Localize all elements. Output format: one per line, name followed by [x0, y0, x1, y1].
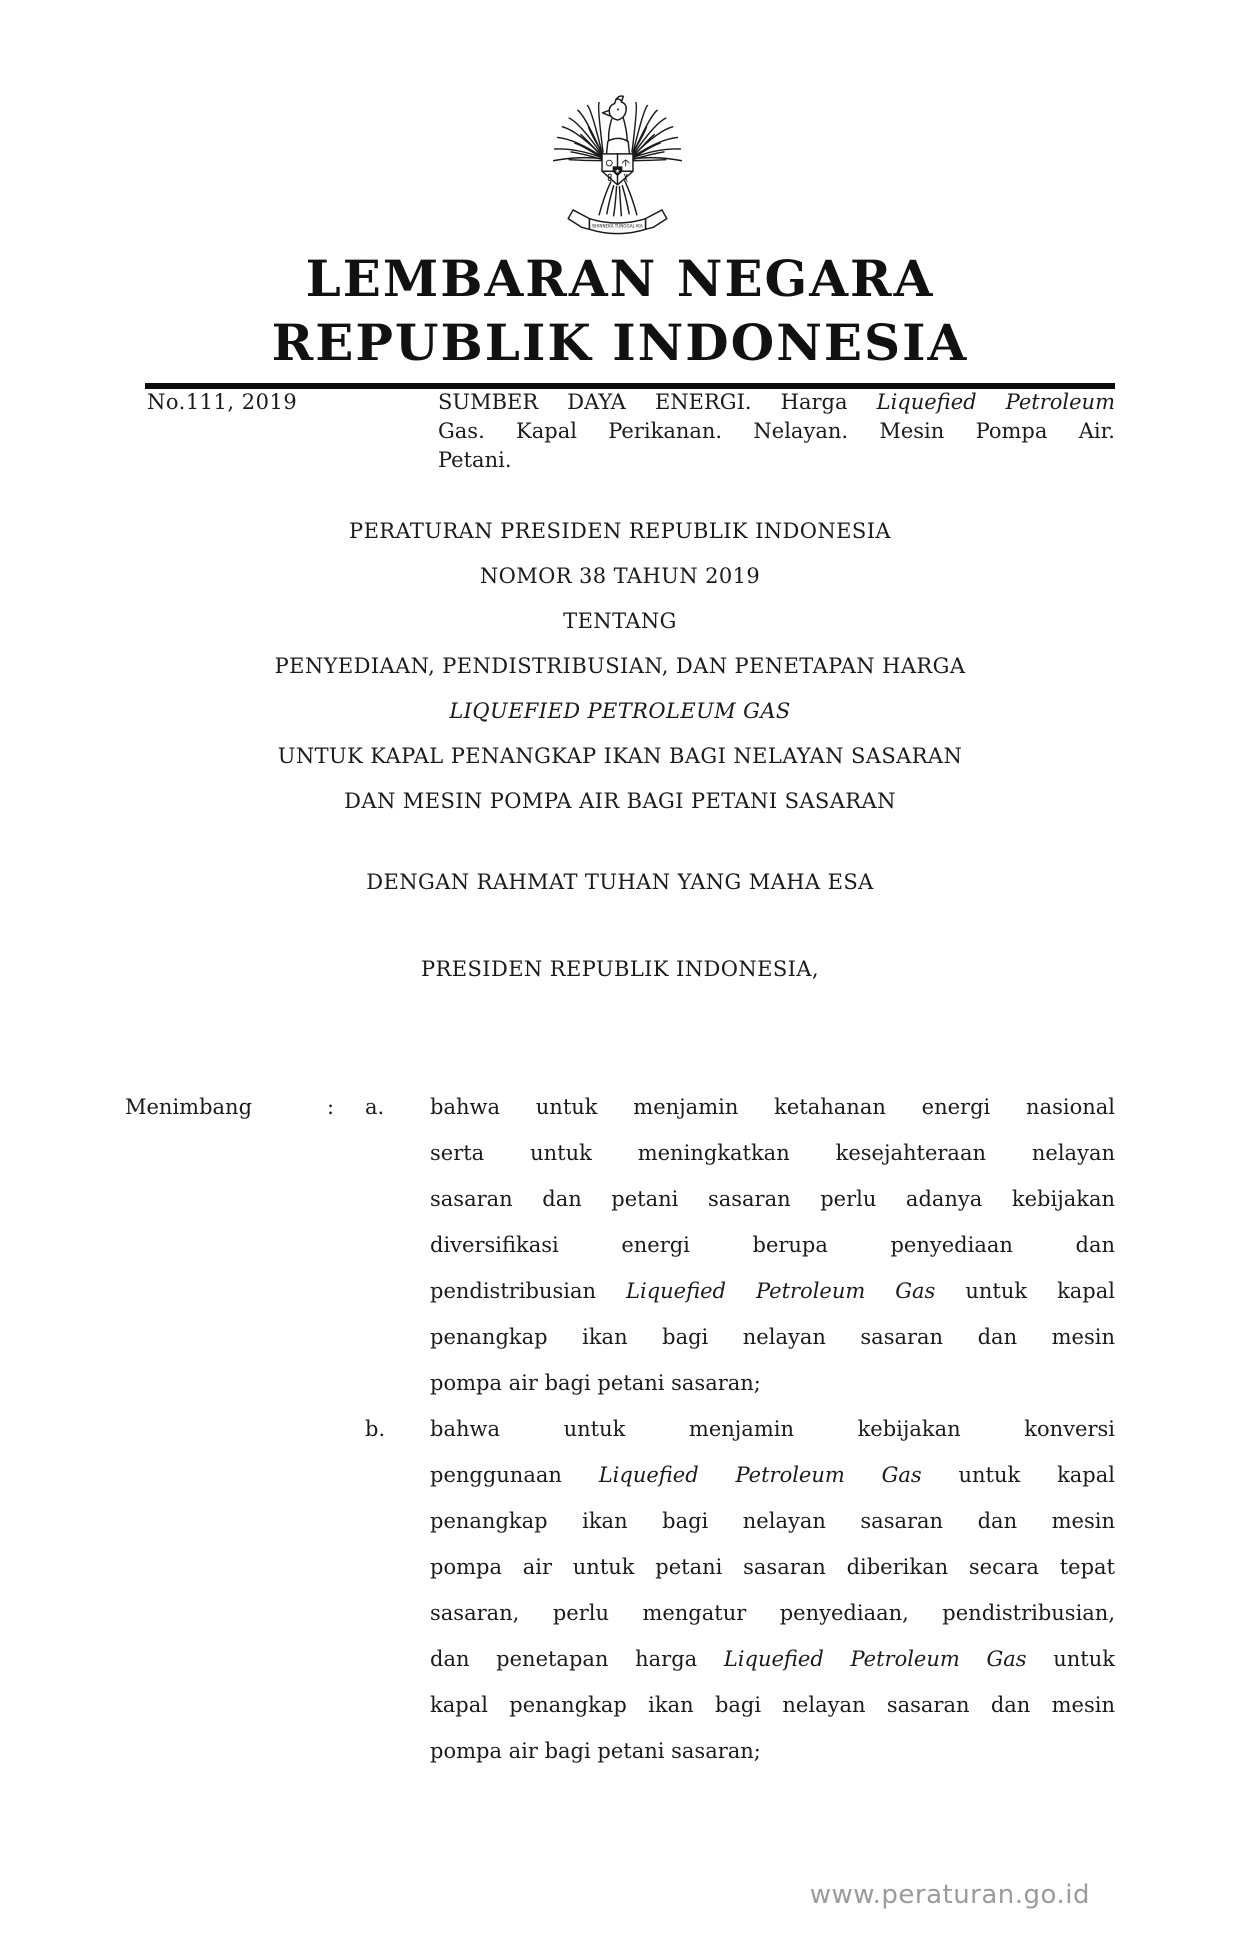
text-segment: penangkap ikan bagi nelayan sasaran dan mesin	[430, 1325, 1115, 1349]
watermark-url: www.peraturan.go.id	[809, 1880, 1090, 1910]
text-segment: UNTUK KAPAL PENANGKAP IKAN BAGI NELAYAN SASARAN	[277, 744, 963, 768]
italic-text-segment: Liquefied Petroleum	[876, 390, 1115, 414]
gazette-subject	[438, 388, 1115, 475]
regulation-title	[0, 509, 1240, 824]
text-line	[0, 599, 1240, 644]
text-line	[0, 644, 1240, 689]
consideration-item-a	[365, 1084, 1115, 1406]
text-segment: PERATURAN PRESIDEN REPUBLIK INDONESIA	[349, 519, 891, 543]
text-segment: TENTANG	[563, 609, 677, 633]
text-segment: pompa air bagi petani sasaran;	[430, 1739, 761, 1763]
item-text	[430, 1406, 1115, 1774]
left-wing	[554, 103, 604, 161]
divine-grace-line: DENGAN RAHMAT TUHAN YANG MAHA ESA	[366, 870, 874, 894]
text-line	[430, 1498, 1115, 1544]
text-line	[430, 1682, 1115, 1728]
text-line	[0, 734, 1240, 779]
text-segment: bahwa untuk menjamin kebijakan konversi	[430, 1417, 1115, 1441]
text-segment: dan penetapan harga	[430, 1647, 724, 1671]
text-segment: SUMBER DAYA ENERGI. Harga	[438, 390, 877, 414]
text-line	[0, 554, 1240, 599]
text-segment: NOMOR 38 TAHUN 2019	[479, 564, 761, 588]
head	[603, 96, 627, 120]
text-line	[430, 1176, 1115, 1222]
text-segment: untuk kapal	[921, 1463, 1115, 1487]
text-line	[430, 1268, 1115, 1314]
tail-feathers	[607, 186, 629, 216]
masthead-title-line1: LEMBARAN NEGARA	[305, 249, 935, 308]
text-segment: penangkap ikan bagi nelayan sasaran dan mesin	[430, 1509, 1115, 1533]
text-segment: PENYEDIAAN, PENDISTRIBUSIAN, DAN PENETAPAN HARGA	[274, 654, 966, 678]
text-line	[430, 1452, 1115, 1498]
masthead-title	[0, 247, 1240, 375]
text-line	[430, 1130, 1115, 1176]
text-line	[430, 1360, 1115, 1406]
text-segment: untuk	[1026, 1647, 1115, 1671]
text-segment: kapal penangkap ikan bagi nelayan sasaran dan mesin	[430, 1693, 1115, 1717]
consideration-item-b	[365, 1406, 1115, 1774]
text-segment: penggunaan	[430, 1463, 599, 1487]
italic-text-segment: Liquefied Petroleum Gas	[626, 1279, 936, 1303]
neck-left	[609, 119, 612, 140]
text-line	[0, 509, 1240, 554]
text-line	[430, 1544, 1115, 1590]
considerations-items	[365, 1084, 1115, 1774]
text-segment: serta untuk meningkatkan kesejahteraan nelayan	[430, 1141, 1115, 1165]
shield-star-icon: ★	[614, 169, 621, 176]
considerations-colon: :	[327, 1095, 335, 1119]
ribbon-banner	[568, 210, 667, 234]
text-line	[430, 1590, 1115, 1636]
ribbon-motto-text: BHINNEKA TUNGGAL IKA	[592, 223, 643, 229]
text-segment: pompa air bagi petani sasaran;	[430, 1371, 761, 1395]
text-line	[430, 1084, 1115, 1130]
text-line	[438, 446, 1115, 475]
garuda-pancasila-emblem-icon	[545, 87, 690, 242]
text-segment: sasaran, perlu mengatur penyediaan, pendistribusian,	[430, 1601, 1115, 1625]
item-marker: a.	[365, 1095, 385, 1119]
text-segment: pompa air untuk petani sasaran diberikan secara tepat	[430, 1555, 1115, 1579]
text-segment: pendistribusian	[430, 1279, 627, 1303]
text-line	[0, 689, 1240, 734]
item-text	[430, 1084, 1115, 1406]
text-segment: untuk kapal	[935, 1279, 1115, 1303]
text-segment: Gas. Kapal Perikanan. Nelayan. Mesin Pompa Air.	[438, 419, 1115, 443]
neck-right	[623, 118, 627, 141]
text-line	[0, 779, 1240, 824]
text-segment: Petani.	[438, 448, 512, 472]
item-marker: b.	[365, 1417, 386, 1441]
text-segment: diversifikasi energi berupa penyediaan dan	[430, 1233, 1115, 1257]
italic-text-segment: LIQUEFIED PETROLEUM GAS	[449, 699, 791, 723]
text-line	[430, 1636, 1115, 1682]
issuing-authority-line: PRESIDEN REPUBLIK INDONESIA,	[421, 957, 819, 981]
text-line	[430, 1222, 1115, 1268]
text-line	[438, 388, 1115, 417]
text-line	[430, 1728, 1115, 1774]
text-segment: bahwa untuk menjamin ketahanan energi nasional	[430, 1095, 1115, 1119]
italic-text-segment: Liquefied Petroleum Gas	[723, 1647, 1027, 1671]
italic-text-segment: Liquefied Petroleum Gas	[598, 1463, 922, 1487]
text-line	[438, 417, 1115, 446]
text-segment: sasaran dan petani sasaran perlu adanya kebijakan	[430, 1187, 1115, 1211]
masthead-title-line2: REPUBLIK INDONESIA	[271, 313, 969, 372]
legs	[599, 182, 637, 215]
text-line	[430, 1314, 1115, 1360]
text-segment: DAN MESIN POMPA AIR BAGI PETANI SASARAN	[344, 789, 896, 813]
gazette-number: No.111, 2019	[147, 390, 298, 414]
text-line	[430, 1406, 1115, 1452]
considerations-label: Menimbang	[125, 1095, 253, 1119]
